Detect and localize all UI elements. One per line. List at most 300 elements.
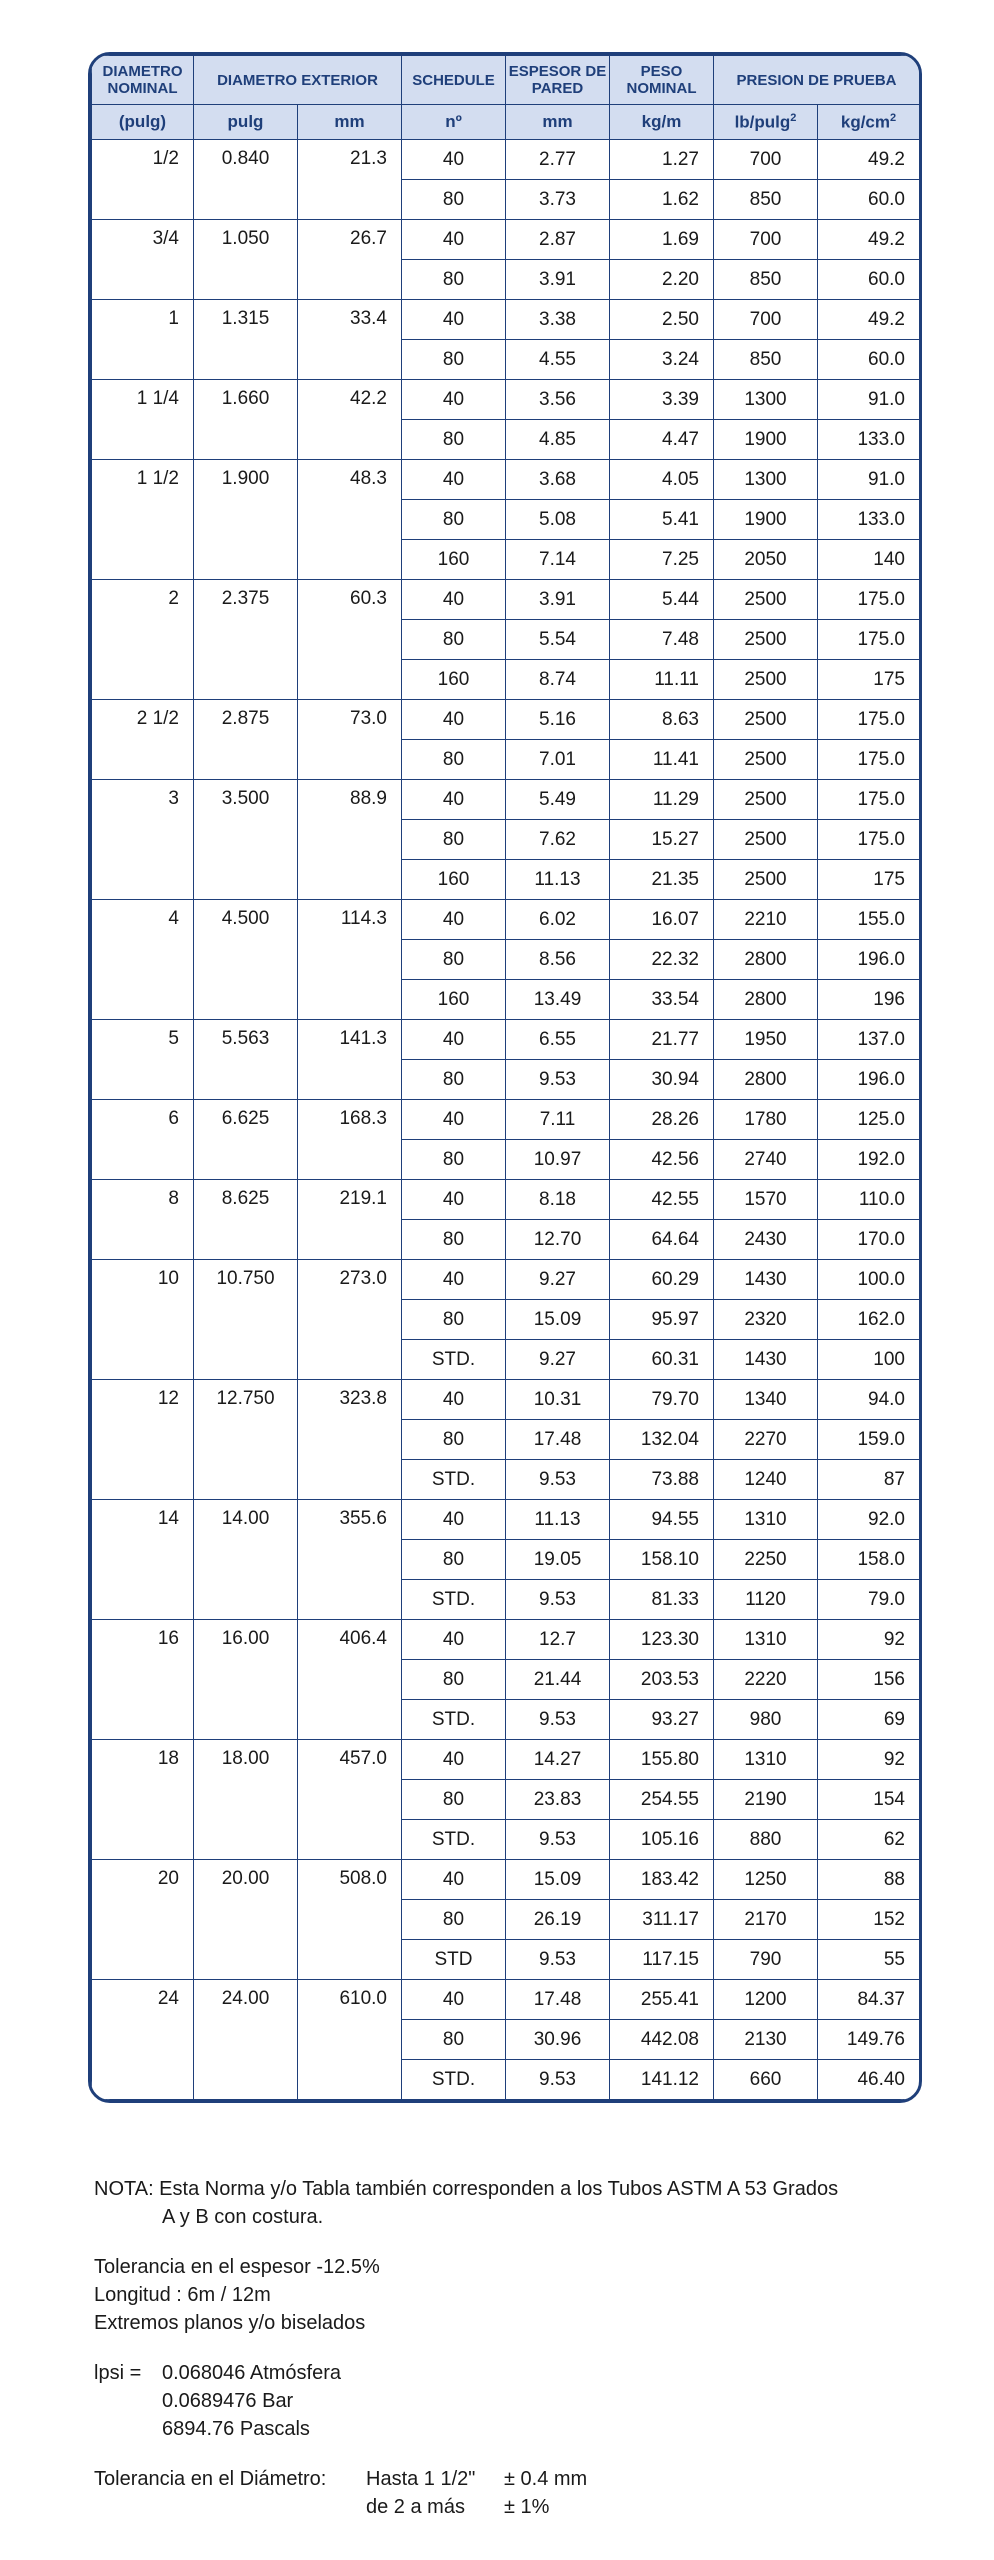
nominal-cell: 1/2 [92, 140, 194, 220]
exterior-pulg-cell: 12.750 [194, 1380, 298, 1500]
presion-kg-cell: 62 [818, 1820, 920, 1860]
schedule-cell: 40 [402, 1860, 506, 1900]
tol-diam-row-1 [94, 2465, 934, 2493]
unit-lb-pulg2 [714, 105, 818, 140]
schedule-cell: 80 [402, 1220, 506, 1260]
nominal-cell: 20 [92, 1860, 194, 1980]
exterior-mm-cell: 33.4 [298, 300, 402, 380]
schedule-cell: STD. [402, 1580, 506, 1620]
presion-lb-cell: 1240 [714, 1460, 818, 1500]
peso-cell: 93.27 [610, 1700, 714, 1740]
presion-lb-cell: 2500 [714, 820, 818, 860]
schedule-cell: 80 [402, 180, 506, 220]
exterior-pulg-cell: 3.500 [194, 780, 298, 900]
peso-cell: 94.55 [610, 1500, 714, 1540]
notes-section [94, 2175, 934, 2521]
peso-cell: 1.27 [610, 140, 714, 180]
peso-cell: 141.12 [610, 2060, 714, 2100]
espesor-cell: 9.53 [506, 1460, 610, 1500]
presion-lb-cell: 2130 [714, 2020, 818, 2060]
presion-kg-cell: 91.0 [818, 460, 920, 500]
presion-kg-cell: 152 [818, 1900, 920, 1940]
peso-cell: 7.48 [610, 620, 714, 660]
espesor-cell: 8.56 [506, 940, 610, 980]
presion-lb-cell: 2500 [714, 740, 818, 780]
exterior-mm-cell: 114.3 [298, 900, 402, 1020]
espesor-cell: 17.48 [506, 1420, 610, 1460]
presion-lb-cell: 1300 [714, 380, 818, 420]
presion-lb-cell: 880 [714, 1820, 818, 1860]
schedule-cell: 40 [402, 220, 506, 260]
peso-cell: 3.39 [610, 380, 714, 420]
exterior-pulg-cell: 24.00 [194, 1980, 298, 2100]
schedule-cell: 80 [402, 1300, 506, 1340]
exterior-pulg-cell: 6.625 [194, 1100, 298, 1180]
espesor-cell: 3.91 [506, 580, 610, 620]
presion-lb-cell: 2050 [714, 540, 818, 580]
presion-lb-cell: 1340 [714, 1380, 818, 1420]
peso-cell: 105.16 [610, 1820, 714, 1860]
presion-lb-cell: 2270 [714, 1420, 818, 1460]
extremos: Extremos planos y/o biselados [94, 2312, 366, 2334]
schedule-cell: 80 [402, 1780, 506, 1820]
schedule-cell: 40 [402, 140, 506, 180]
presion-kg-cell: 155.0 [818, 900, 920, 940]
schedule-cell: 80 [402, 420, 506, 460]
peso-cell: 42.56 [610, 1140, 714, 1180]
tol-diam-range-2: de 2 a más [366, 2496, 465, 2518]
schedule-cell: 80 [402, 1900, 506, 1940]
tolerancia-espesor: Tolerancia en el espesor -12.5% [94, 2256, 380, 2278]
header-peso: PESO NOMINAL [610, 56, 714, 105]
presion-lb-cell: 2190 [714, 1780, 818, 1820]
schedule-cell: 80 [402, 820, 506, 860]
presion-lb-cell: 700 [714, 140, 818, 180]
exterior-mm-cell: 73.0 [298, 700, 402, 780]
espesor-cell: 10.97 [506, 1140, 610, 1180]
unit-lb-text: lb/pulg [734, 112, 791, 132]
schedule-cell: 80 [402, 1660, 506, 1700]
nominal-cell: 8 [92, 1180, 194, 1260]
espesor-cell: 3.73 [506, 180, 610, 220]
peso-cell: 64.64 [610, 1220, 714, 1260]
presion-lb-cell: 980 [714, 1700, 818, 1740]
presion-lb-cell: 2800 [714, 940, 818, 980]
nominal-cell: 16 [92, 1620, 194, 1740]
nota-line-2: A y B con costura. [162, 2206, 324, 2228]
nominal-cell: 1 1/2 [92, 460, 194, 580]
exterior-mm-cell: 21.3 [298, 140, 402, 220]
exterior-mm-cell: 168.3 [298, 1100, 402, 1180]
presion-kg-cell: 175.0 [818, 820, 920, 860]
schedule-cell: 40 [402, 1380, 506, 1420]
presion-lb-cell: 2500 [714, 780, 818, 820]
espesor-cell: 11.13 [506, 1500, 610, 1540]
exterior-mm-cell: 273.0 [298, 1260, 402, 1380]
espesor-cell: 2.77 [506, 140, 610, 180]
schedule-cell: 80 [402, 940, 506, 980]
presion-lb-cell: 1120 [714, 1580, 818, 1620]
peso-cell: 254.55 [610, 1780, 714, 1820]
schedule-cell: STD. [402, 1460, 506, 1500]
peso-cell: 117.15 [610, 1940, 714, 1980]
presion-kg-cell: 162.0 [818, 1300, 920, 1340]
presion-kg-cell: 140 [818, 540, 920, 580]
schedule-cell: 80 [402, 340, 506, 380]
espesor-cell: 4.85 [506, 420, 610, 460]
presion-lb-cell: 1200 [714, 1980, 818, 2020]
espesor-cell: 30.96 [506, 2020, 610, 2060]
presion-kg-cell: 55 [818, 1940, 920, 1980]
presion-kg-cell: 133.0 [818, 500, 920, 540]
exterior-pulg-cell: 0.840 [194, 140, 298, 220]
peso-cell: 1.62 [610, 180, 714, 220]
peso-cell: 15.27 [610, 820, 714, 860]
espesor-cell: 8.74 [506, 660, 610, 700]
nominal-cell: 14 [92, 1500, 194, 1620]
espesor-cell: 5.49 [506, 780, 610, 820]
peso-cell: 60.29 [610, 1260, 714, 1300]
tol-diam-value-1: ± 0.4 mm [504, 2468, 588, 2490]
presion-kg-cell: 94.0 [818, 1380, 920, 1420]
presion-lb-cell: 1570 [714, 1180, 818, 1220]
peso-cell: 4.47 [610, 420, 714, 460]
presion-kg-cell: 159.0 [818, 1420, 920, 1460]
nominal-cell: 4 [92, 900, 194, 1020]
exterior-pulg-cell: 1.900 [194, 460, 298, 580]
exterior-pulg-cell: 8.625 [194, 1180, 298, 1260]
peso-cell: 16.07 [610, 900, 714, 940]
peso-cell: 42.55 [610, 1180, 714, 1220]
espesor-cell: 3.38 [506, 300, 610, 340]
exterior-mm-cell: 219.1 [298, 1180, 402, 1260]
schedule-cell: 40 [402, 1020, 506, 1060]
espesor-cell: 9.53 [506, 1060, 610, 1100]
superscript-2: 2 [790, 111, 797, 124]
presion-lb-cell: 2500 [714, 620, 818, 660]
schedule-cell: STD. [402, 2060, 506, 2100]
presion-kg-cell: 88 [818, 1860, 920, 1900]
header-espesor: ESPESOR DE PARED [506, 56, 610, 105]
table-row [92, 1260, 920, 1300]
table-row [92, 1620, 920, 1660]
table-row [92, 1740, 920, 1780]
schedule-cell: 40 [402, 1260, 506, 1300]
nominal-cell: 5 [92, 1020, 194, 1100]
schedule-cell: STD [402, 1940, 506, 1980]
presion-kg-cell: 60.0 [818, 180, 920, 220]
schedule-cell: 80 [402, 260, 506, 300]
presion-kg-cell: 175.0 [818, 740, 920, 780]
presion-kg-cell: 100.0 [818, 1260, 920, 1300]
schedule-cell: 80 [402, 500, 506, 540]
peso-cell: 4.05 [610, 460, 714, 500]
peso-cell: 2.20 [610, 260, 714, 300]
nominal-cell: 2 1/2 [92, 700, 194, 780]
psi-pascals: 6894.76 Pascals [162, 2418, 310, 2440]
espesor-cell: 9.53 [506, 2060, 610, 2100]
presion-lb-cell: 850 [714, 180, 818, 220]
presion-kg-cell: 92.0 [818, 1500, 920, 1540]
presion-lb-cell: 2500 [714, 660, 818, 700]
presion-kg-cell: 156 [818, 1660, 920, 1700]
exterior-mm-cell: 323.8 [298, 1380, 402, 1500]
exterior-mm-cell: 406.4 [298, 1620, 402, 1740]
peso-cell: 5.41 [610, 500, 714, 540]
presion-kg-cell: 84.37 [818, 1980, 920, 2020]
table-row [92, 300, 920, 340]
peso-cell: 21.77 [610, 1020, 714, 1060]
nominal-cell: 6 [92, 1100, 194, 1180]
exterior-mm-cell: 457.0 [298, 1740, 402, 1860]
nominal-cell: 12 [92, 1380, 194, 1500]
espesor-cell: 2.87 [506, 220, 610, 260]
presion-kg-cell: 175 [818, 660, 920, 700]
exterior-mm-cell: 88.9 [298, 780, 402, 900]
header-presion: PRESION DE PRUEBA [714, 56, 920, 105]
presion-kg-cell: 196.0 [818, 940, 920, 980]
presion-kg-cell: 79.0 [818, 1580, 920, 1620]
schedule-cell: 160 [402, 980, 506, 1020]
espesor-cell: 19.05 [506, 1540, 610, 1580]
espesor-cell: 11.13 [506, 860, 610, 900]
presion-kg-cell: 175.0 [818, 580, 920, 620]
exterior-pulg-cell: 18.00 [194, 1740, 298, 1860]
table-row [92, 1100, 920, 1140]
schedule-cell: 160 [402, 860, 506, 900]
exterior-mm-cell: 42.2 [298, 380, 402, 460]
presion-lb-cell: 2210 [714, 900, 818, 940]
nominal-cell: 1 1/4 [92, 380, 194, 460]
peso-cell: 2.50 [610, 300, 714, 340]
presion-lb-cell: 790 [714, 1940, 818, 1980]
presion-kg-cell: 60.0 [818, 340, 920, 380]
schedule-cell: 40 [402, 460, 506, 500]
espesor-cell: 9.53 [506, 1700, 610, 1740]
exterior-pulg-cell: 2.875 [194, 700, 298, 780]
presion-lb-cell: 1950 [714, 1020, 818, 1060]
exterior-pulg-cell: 5.563 [194, 1020, 298, 1100]
presion-kg-cell: 100 [818, 1340, 920, 1380]
schedule-cell: STD. [402, 1340, 506, 1380]
schedule-cell: 80 [402, 740, 506, 780]
peso-cell: 132.04 [610, 1420, 714, 1460]
peso-cell: 123.30 [610, 1620, 714, 1660]
peso-cell: 21.35 [610, 860, 714, 900]
schedule-cell: 40 [402, 1620, 506, 1660]
nominal-cell: 10 [92, 1260, 194, 1380]
presion-lb-cell: 2250 [714, 1540, 818, 1580]
psi-label: lpsi = [94, 2362, 142, 2384]
presion-lb-cell: 850 [714, 260, 818, 300]
presion-kg-cell: 125.0 [818, 1100, 920, 1140]
table-row [92, 900, 920, 940]
presion-lb-cell: 2500 [714, 860, 818, 900]
psi-atmosfera: 0.068046 Atmósfera [162, 2362, 342, 2384]
unit-kg-text: kg/cm [840, 112, 890, 132]
exterior-mm-cell: 610.0 [298, 1980, 402, 2100]
presion-lb-cell: 2800 [714, 1060, 818, 1100]
header-schedule: SCHEDULE [402, 56, 506, 105]
presion-kg-cell: 154 [818, 1780, 920, 1820]
psi-row-3 [94, 2415, 934, 2443]
presion-kg-cell: 69 [818, 1700, 920, 1740]
peso-cell: 95.97 [610, 1300, 714, 1340]
schedule-cell: STD. [402, 1820, 506, 1860]
table-row [92, 1980, 920, 2020]
table-row [92, 380, 920, 420]
schedule-cell: 40 [402, 900, 506, 940]
pipe-spec-table [91, 55, 920, 2100]
presion-lb-cell: 700 [714, 300, 818, 340]
schedule-cell: 40 [402, 1180, 506, 1220]
peso-cell: 73.88 [610, 1460, 714, 1500]
espesor-cell: 14.27 [506, 1740, 610, 1780]
nominal-cell: 3 [92, 780, 194, 900]
presion-lb-cell: 2740 [714, 1140, 818, 1180]
exterior-pulg-cell: 16.00 [194, 1620, 298, 1740]
presion-lb-cell: 1250 [714, 1860, 818, 1900]
presion-kg-cell: 170.0 [818, 1220, 920, 1260]
presion-kg-cell: 49.2 [818, 300, 920, 340]
presion-kg-cell: 175 [818, 860, 920, 900]
presion-kg-cell: 196.0 [818, 1060, 920, 1100]
presion-lb-cell: 1300 [714, 460, 818, 500]
unit-kgm: kg/m [610, 105, 714, 140]
espesor-cell: 5.08 [506, 500, 610, 540]
exterior-pulg-cell: 1.315 [194, 300, 298, 380]
espesor-cell: 23.83 [506, 1780, 610, 1820]
presion-lb-cell: 2500 [714, 580, 818, 620]
tol-diam-value-2: ± 1% [504, 2496, 550, 2518]
peso-cell: 81.33 [610, 1580, 714, 1620]
table-row [92, 1380, 920, 1420]
schedule-cell: 40 [402, 580, 506, 620]
presion-lb-cell: 700 [714, 220, 818, 260]
schedule-cell: 40 [402, 1740, 506, 1780]
espesor-cell: 5.54 [506, 620, 610, 660]
presion-lb-cell: 850 [714, 340, 818, 380]
espesor-cell: 12.70 [506, 1220, 610, 1260]
exterior-pulg-cell: 20.00 [194, 1860, 298, 1980]
presion-lb-cell: 1310 [714, 1740, 818, 1780]
table-row [92, 1860, 920, 1900]
presion-lb-cell: 2170 [714, 1900, 818, 1940]
unit-schedule-no: nº [402, 105, 506, 140]
presion-kg-cell: 175.0 [818, 780, 920, 820]
espesor-cell: 26.19 [506, 1900, 610, 1940]
exterior-pulg-cell: 1.660 [194, 380, 298, 460]
table-row [92, 700, 920, 740]
presion-kg-cell: 60.0 [818, 260, 920, 300]
tol-diam-row-2 [94, 2493, 934, 2521]
schedule-cell: 80 [402, 1140, 506, 1180]
espesor-cell: 3.91 [506, 260, 610, 300]
peso-cell: 3.24 [610, 340, 714, 380]
espesor-cell: 21.44 [506, 1660, 610, 1700]
espesor-cell: 17.48 [506, 1980, 610, 2020]
espesor-cell: 13.49 [506, 980, 610, 1020]
peso-cell: 60.31 [610, 1340, 714, 1380]
presion-lb-cell: 1310 [714, 1500, 818, 1540]
exterior-pulg-cell: 10.750 [194, 1260, 298, 1380]
espesor-cell: 9.27 [506, 1340, 610, 1380]
peso-cell: 8.63 [610, 700, 714, 740]
schedule-cell: STD. [402, 1700, 506, 1740]
tol-diam-range-1: Hasta 1 1/2" [366, 2468, 476, 2490]
exterior-mm-cell: 355.6 [298, 1500, 402, 1620]
peso-cell: 442.08 [610, 2020, 714, 2060]
peso-cell: 1.69 [610, 220, 714, 260]
espesor-cell: 9.53 [506, 1940, 610, 1980]
presion-kg-cell: 175.0 [818, 620, 920, 660]
presion-lb-cell: 1430 [714, 1340, 818, 1380]
header-diametro-exterior: DIAMETRO EXTERIOR [194, 56, 402, 105]
espesor-cell: 3.56 [506, 380, 610, 420]
schedule-cell: 80 [402, 2020, 506, 2060]
espesor-cell: 9.27 [506, 1260, 610, 1300]
presion-lb-cell: 2800 [714, 980, 818, 1020]
psi-bar: 0.0689476 Bar [162, 2390, 294, 2412]
schedule-cell: 80 [402, 620, 506, 660]
espesor-cell: 8.18 [506, 1180, 610, 1220]
header-diametro-nominal: DIAMETRO NOMINAL [92, 56, 194, 105]
longitud: Longitud : 6m / 12m [94, 2284, 271, 2306]
presion-kg-cell: 137.0 [818, 1020, 920, 1060]
table-row [92, 580, 920, 620]
table-row [92, 1180, 920, 1220]
presion-kg-cell: 149.76 [818, 2020, 920, 2060]
unit-pulg: pulg [194, 105, 298, 140]
presion-lb-cell: 1900 [714, 500, 818, 540]
peso-cell: 33.54 [610, 980, 714, 1020]
espesor-cell: 6.02 [506, 900, 610, 940]
exterior-pulg-cell: 14.00 [194, 1500, 298, 1620]
unit-espesor-mm: mm [506, 105, 610, 140]
peso-cell: 158.10 [610, 1540, 714, 1580]
unit-mm: mm [298, 105, 402, 140]
pipe-spec-table-frame [88, 52, 922, 2103]
psi-row-1 [94, 2359, 934, 2387]
nominal-cell: 1 [92, 300, 194, 380]
peso-cell: 203.53 [610, 1660, 714, 1700]
peso-cell: 28.26 [610, 1100, 714, 1140]
espesor-cell: 3.68 [506, 460, 610, 500]
presion-kg-cell: 46.40 [818, 2060, 920, 2100]
peso-cell: 11.41 [610, 740, 714, 780]
exterior-pulg-cell: 2.375 [194, 580, 298, 700]
nominal-cell: 3/4 [92, 220, 194, 300]
peso-cell: 11.11 [610, 660, 714, 700]
presion-kg-cell: 158.0 [818, 1540, 920, 1580]
schedule-cell: 40 [402, 1500, 506, 1540]
schedule-cell: 80 [402, 1060, 506, 1100]
presion-lb-cell: 1780 [714, 1100, 818, 1140]
presion-lb-cell: 660 [714, 2060, 818, 2100]
espesor-cell: 9.53 [506, 1580, 610, 1620]
table-body [92, 140, 920, 2100]
exterior-mm-cell: 26.7 [298, 220, 402, 300]
nota-line-1: NOTA: Esta Norma y/o Tabla también corresponden a los Tubos ASTM A 53 Grados [94, 2178, 839, 2200]
nominal-cell: 2 [92, 580, 194, 700]
espesor-cell: 7.11 [506, 1100, 610, 1140]
presion-kg-cell: 91.0 [818, 380, 920, 420]
schedule-cell: 40 [402, 300, 506, 340]
table-row [92, 140, 920, 180]
psi-row-2 [94, 2387, 934, 2415]
nominal-cell: 18 [92, 1740, 194, 1860]
presion-lb-cell: 1430 [714, 1260, 818, 1300]
